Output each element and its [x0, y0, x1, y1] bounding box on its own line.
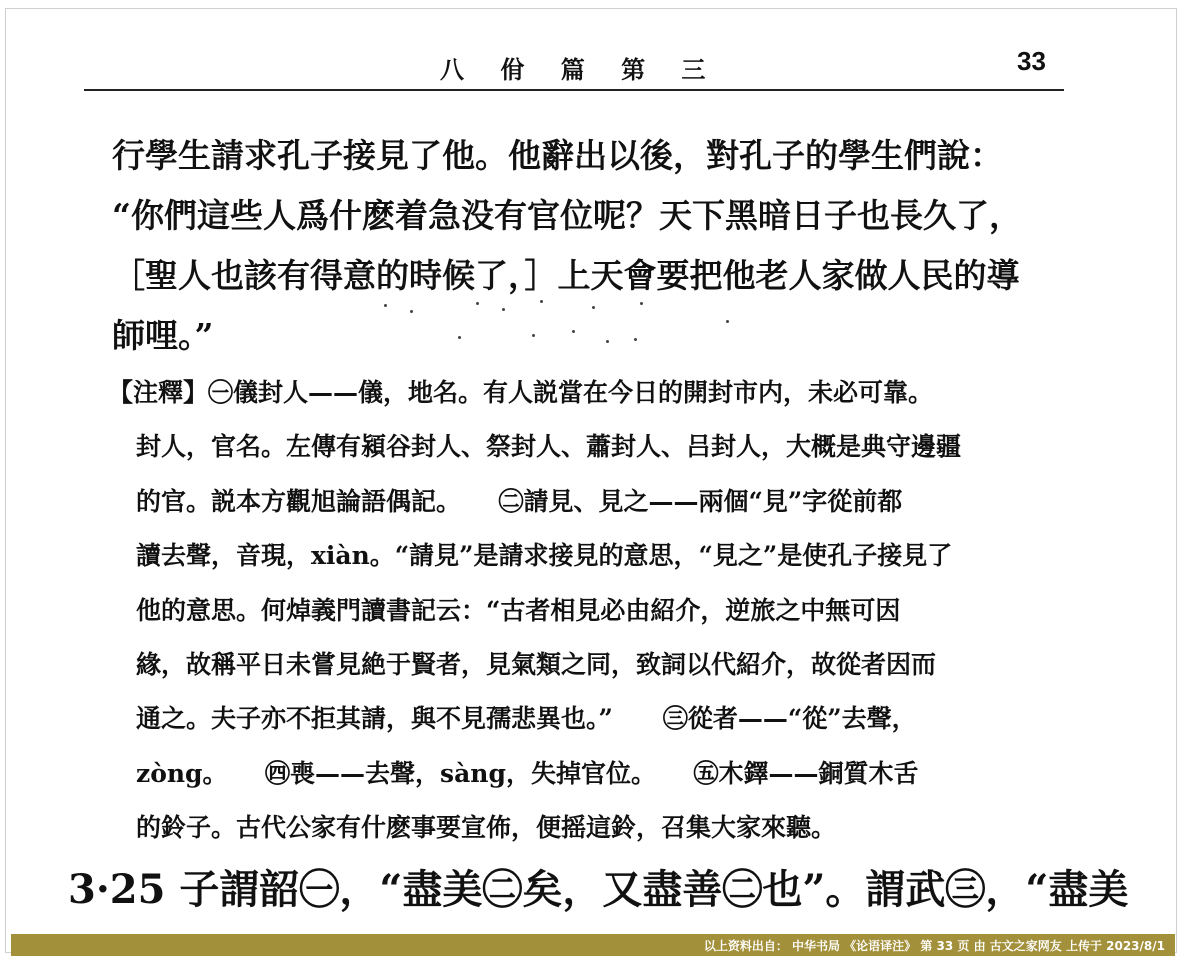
- header-rule: [84, 89, 1064, 91]
- text-line: 行學生請求孔子接見了他。他辭出以後，對孔子的學生們說：: [112, 136, 1003, 175]
- note-line: 他的意思。何焯義門讀書記云：“古者相見必由紹介，逆旅之中無可因: [136, 595, 901, 625]
- footer-text: 以上资料出自： 中华书局 《论语译注》 第 33 页 由 古文之家网友 上传于 2023/8/1: [703, 939, 1165, 953]
- text-line: “你們這些人爲什麽着急没有官位呢？天下黑暗日子也長久了，: [112, 196, 1022, 235]
- note-line: 的官。説本方觀旭論語偶記。 ㊁請見、見之——兩個“見”字從前都: [136, 486, 903, 516]
- page-number: 33: [1017, 46, 1046, 76]
- verse-3-25: 3·25 子謂韶㊀，“盡美㊁矣，又盡善㊁也”。謂武㊂，“盡美: [68, 866, 1129, 913]
- chapter-title: 八 佾 篇 第 三: [440, 55, 720, 84]
- annotations: [108, 366, 1068, 856]
- note-line: 通之。夫子亦不拒其請，與不見孺悲異也。” ㊂從者——“從”去聲，: [136, 704, 917, 734]
- note-line: 封人，官名。左傳有潁谷封人、祭封人、蕭封人、吕封人，大概是典守邊疆: [136, 432, 962, 462]
- text-line: ［聖人也該有得意的時候了，］上天會要把他老人家做人民的導: [112, 256, 1020, 295]
- scan-specks: [380, 290, 740, 350]
- note-line: zòng。 ㊃喪——去聲，sàng，失掉官位。 ㊄木鐸——銅質木舌: [136, 758, 919, 788]
- note-line: 讀去聲，音現，xiàn。“請見”是請求接見的意思，“見之”是使孔子接見了: [136, 541, 953, 571]
- note-line: 的鈴子。古代公家有什麽事要宣佈，便摇這鈴，召集大家來聽。: [136, 813, 837, 843]
- source-footer: [11, 934, 1175, 956]
- running-head: [0, 42, 1185, 82]
- text-line: 師哩。”: [112, 316, 214, 355]
- note-line: 【注釋】㊀儀封人——儀，地名。有人説當在今日的開封市内，未必可靠。: [108, 378, 934, 407]
- note-line: 緣，故稱平日未嘗見絶于賢者，見氣類之同，致詞以代紹介，故從者因而: [136, 649, 937, 679]
